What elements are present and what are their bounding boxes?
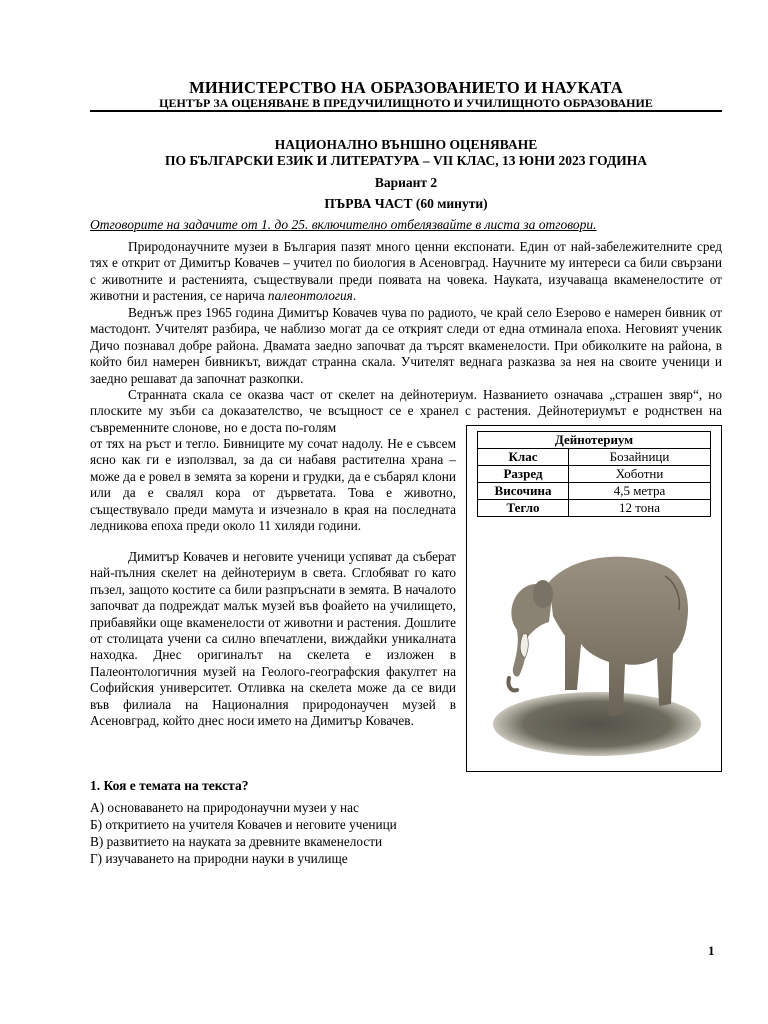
paragraph-2: Веднъж през 1965 година Димитър Ковачев чува по радиото, че край село Езерово е намерен бивник от мастодонт. Учителят разбира, че наблизо могат да се открият следи от една отминала епоха. Неговият ученик Дичо познавал добре района. Двамата заедно започват да търсят вкаменелости. При обиколките на района, в който бил намерен бивникът, виждат странна скала. Учителят веднага разказва за нея на своите ученици и заедно решават да започнат разкопки. (90, 305, 722, 386)
info-key-weight: Тегло (478, 500, 569, 517)
deinotherium-info-panel (466, 425, 722, 772)
deinotherium-illustration (479, 518, 711, 768)
paragraph-3-continued: от тях на ръст и тегло. Бивниците му сочат надолу. Не е съвсем ясно как ги е използвал, за да си набавя растителна храна – може да е ровел в земята за корени и грудки, да е събарял клони или да е свалял кора от дърветата. Това е животно, съществувало преди мамута и изчезнало в края на последната ледникова епоха преди около 11 хиляди години. (90, 436, 456, 534)
table-row (478, 500, 711, 517)
info-key-order: Разред (478, 466, 569, 483)
info-value-order: Хоботни (569, 466, 711, 483)
variant-label: Вариант 2 (374, 175, 438, 190)
page-number: 1 (708, 943, 715, 958)
exam-title: НАЦИОНАЛНО ВЪНШНО ОЦЕНЯВАНЕ (274, 137, 538, 152)
info-table-header-row (478, 432, 711, 449)
part-label: ПЪРВА ЧАСТ (60 минути) (324, 196, 488, 211)
paleontology-term: палеонтология (267, 288, 353, 304)
instruction-line: Отговорите на задачите от 1. до 25. включително отбелязвайте в листа за отговори. (90, 217, 597, 232)
info-value-height: 4,5 метра (569, 483, 711, 500)
info-value-class: Бозайници (569, 449, 711, 466)
exam-subtitle: ПО БЪЛГАРСКИ ЕЗИК И ЛИТЕРАТУРА – VII КЛАС, 13 ЮНИ 2023 ГОДИНА (164, 153, 648, 168)
paragraph-3: Странната скала се оказва част от скелет на дейнотериум. Названието означава „страшен звяр“, но плоските му зъби са доказателство, че всъщност се е хранел с растения. Дейнотериумът е роднствен на съвременните слонове, но е доста по-голям (90, 387, 722, 435)
info-table-title: Дейнотериум (478, 432, 711, 449)
table-row (478, 466, 711, 483)
info-key-class: Клас (478, 449, 569, 466)
header-rule (90, 110, 722, 112)
assessment-center-title: ЦЕНТЪР ЗА ОЦЕНЯВАНЕ В ПРЕДУЧИЛИЩНОТО И УЧИЛИЩНОТО ОБРАЗОВАНИЕ (159, 96, 653, 110)
question-1-option-a: А) основаването на природонаучни музеи у нас (90, 800, 359, 815)
ministry-title: МИНИСТЕРСТВО НА ОБРАЗОВАНИЕТО И НАУКАТА (189, 78, 623, 97)
table-row (478, 449, 711, 466)
question-1-option-c: В) развитието на науката за древните вкаменелости (90, 834, 383, 849)
table-row (478, 483, 711, 500)
paragraph-4: Димитър Ковачев и неговите ученици успяват да съберат най-пълния скелет на дейнотериум в света. Сглобяват го като пъзел, защото костите са били разпръснати в земята. В началото започват да подреждат малък музей във фоайето на училището, прибавяйки още вкаменелости от животни и растения. Дошлите от столицата учени са силно впечатлени, виждайки уникалната находка. Днес оригиналът на скелета е изложен в Палеонтологичния музей на Геолого-географския факултет на Софийския университет. Отливка на скелета може да се види във филиала на Националния природонаучен музей в Асеновград, който днес носи името на Димитър Ковачев. (90, 549, 456, 729)
question-1-option-d: Г) изучаването на природни науки в училище (90, 851, 348, 866)
paragraph-1-end: . (352, 288, 357, 304)
info-value-weight: 12 тона (569, 500, 711, 517)
question-1: 1. Коя е темата на текста? (90, 778, 249, 793)
paragraph-1 (90, 239, 722, 305)
deinotherium-info-table (477, 431, 711, 517)
question-1-option-b: Б) откритието на учителя Ковачев и неговите ученици (90, 817, 397, 832)
info-key-height: Височина (478, 483, 569, 500)
paragraph-1-text: Природонаучните музеи в България пазят много ценни експонати. Един от най-забележителните сред тях е открит от Димитър Ковачев – учител по биология в Асеновград. Научните му интереси са били свързани с животните и растенията, съществували преди появата на човека. Науката, изучаваща вкаменелостите от животни и растения, се нарича (90, 239, 722, 304)
